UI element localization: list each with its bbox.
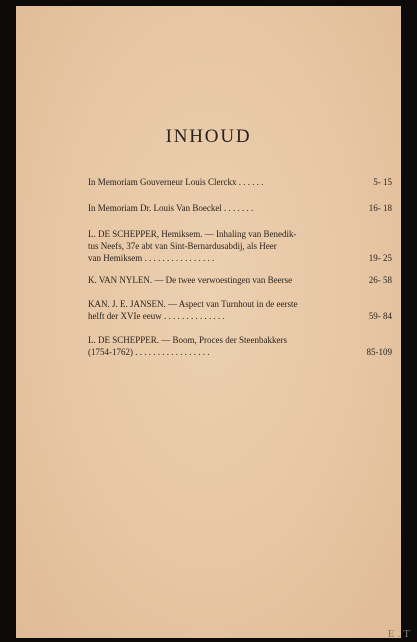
toc-entry-line: L. DE SCHEPPER, Hemiksem. — Inhaling van Benedik- (88, 229, 297, 239)
toc-entry-line: KAN. J. E. JANSEN. — Aspect van Turnhout in de eerste (88, 299, 298, 309)
toc-entry-line: tus Neefs, 37e abt van Sint-Bernardusabdij, als Heer (88, 241, 277, 251)
toc-entry (88, 298, 392, 322)
toc-entry-line: K. VAN NYLEN. — De twee verwoestingen van Beerse (88, 275, 293, 285)
toc-entry-text (88, 176, 392, 188)
toc-entry-pages: 19- 25 (368, 253, 392, 263)
toc-entry-line: L. DE SCHEPPER. — Boom, Proces der Steenbakkers (88, 335, 287, 345)
toc-entry-line: (1754-1762) . . . . . . . . . . . . . . . . . (88, 347, 210, 357)
toc-entry-text (88, 334, 392, 358)
toc-entry-text (88, 274, 392, 286)
corner-watermark: E.T (387, 628, 413, 640)
toc-entry-pages: 85-109 (366, 347, 392, 357)
toc-entry-pages: 16- 18 (368, 203, 392, 213)
toc-entry-line: In Memoriam Gouverneur Louis Clerckx . . . . . . (88, 177, 264, 187)
document-page (16, 6, 401, 638)
toc-entry-text (88, 298, 392, 322)
toc-entry-line: In Memoriam Dr. Louis Van Boeckel . . . . . . . (88, 203, 254, 213)
toc-entry-pages: 59- 84 (368, 311, 392, 321)
toc-entry-text (88, 228, 392, 264)
toc-entry (88, 334, 392, 358)
toc-entry-line: van Hemiksem . . . . . . . . . . . . . . . . (88, 253, 215, 263)
toc-entry (88, 228, 392, 264)
toc-entry-pages: 26- 58 (368, 275, 392, 285)
page-title: INHOUD (165, 126, 252, 147)
toc-entry (88, 202, 392, 214)
toc-entry-text (88, 202, 392, 214)
toc-entry-line: helft der XVIe eeuw . . . . . . . . . . . . . . (88, 311, 225, 321)
toc-entry (88, 176, 392, 188)
table-of-contents (88, 176, 392, 368)
toc-entry (88, 274, 392, 286)
toc-entry-pages: 5- 15 (373, 177, 392, 187)
